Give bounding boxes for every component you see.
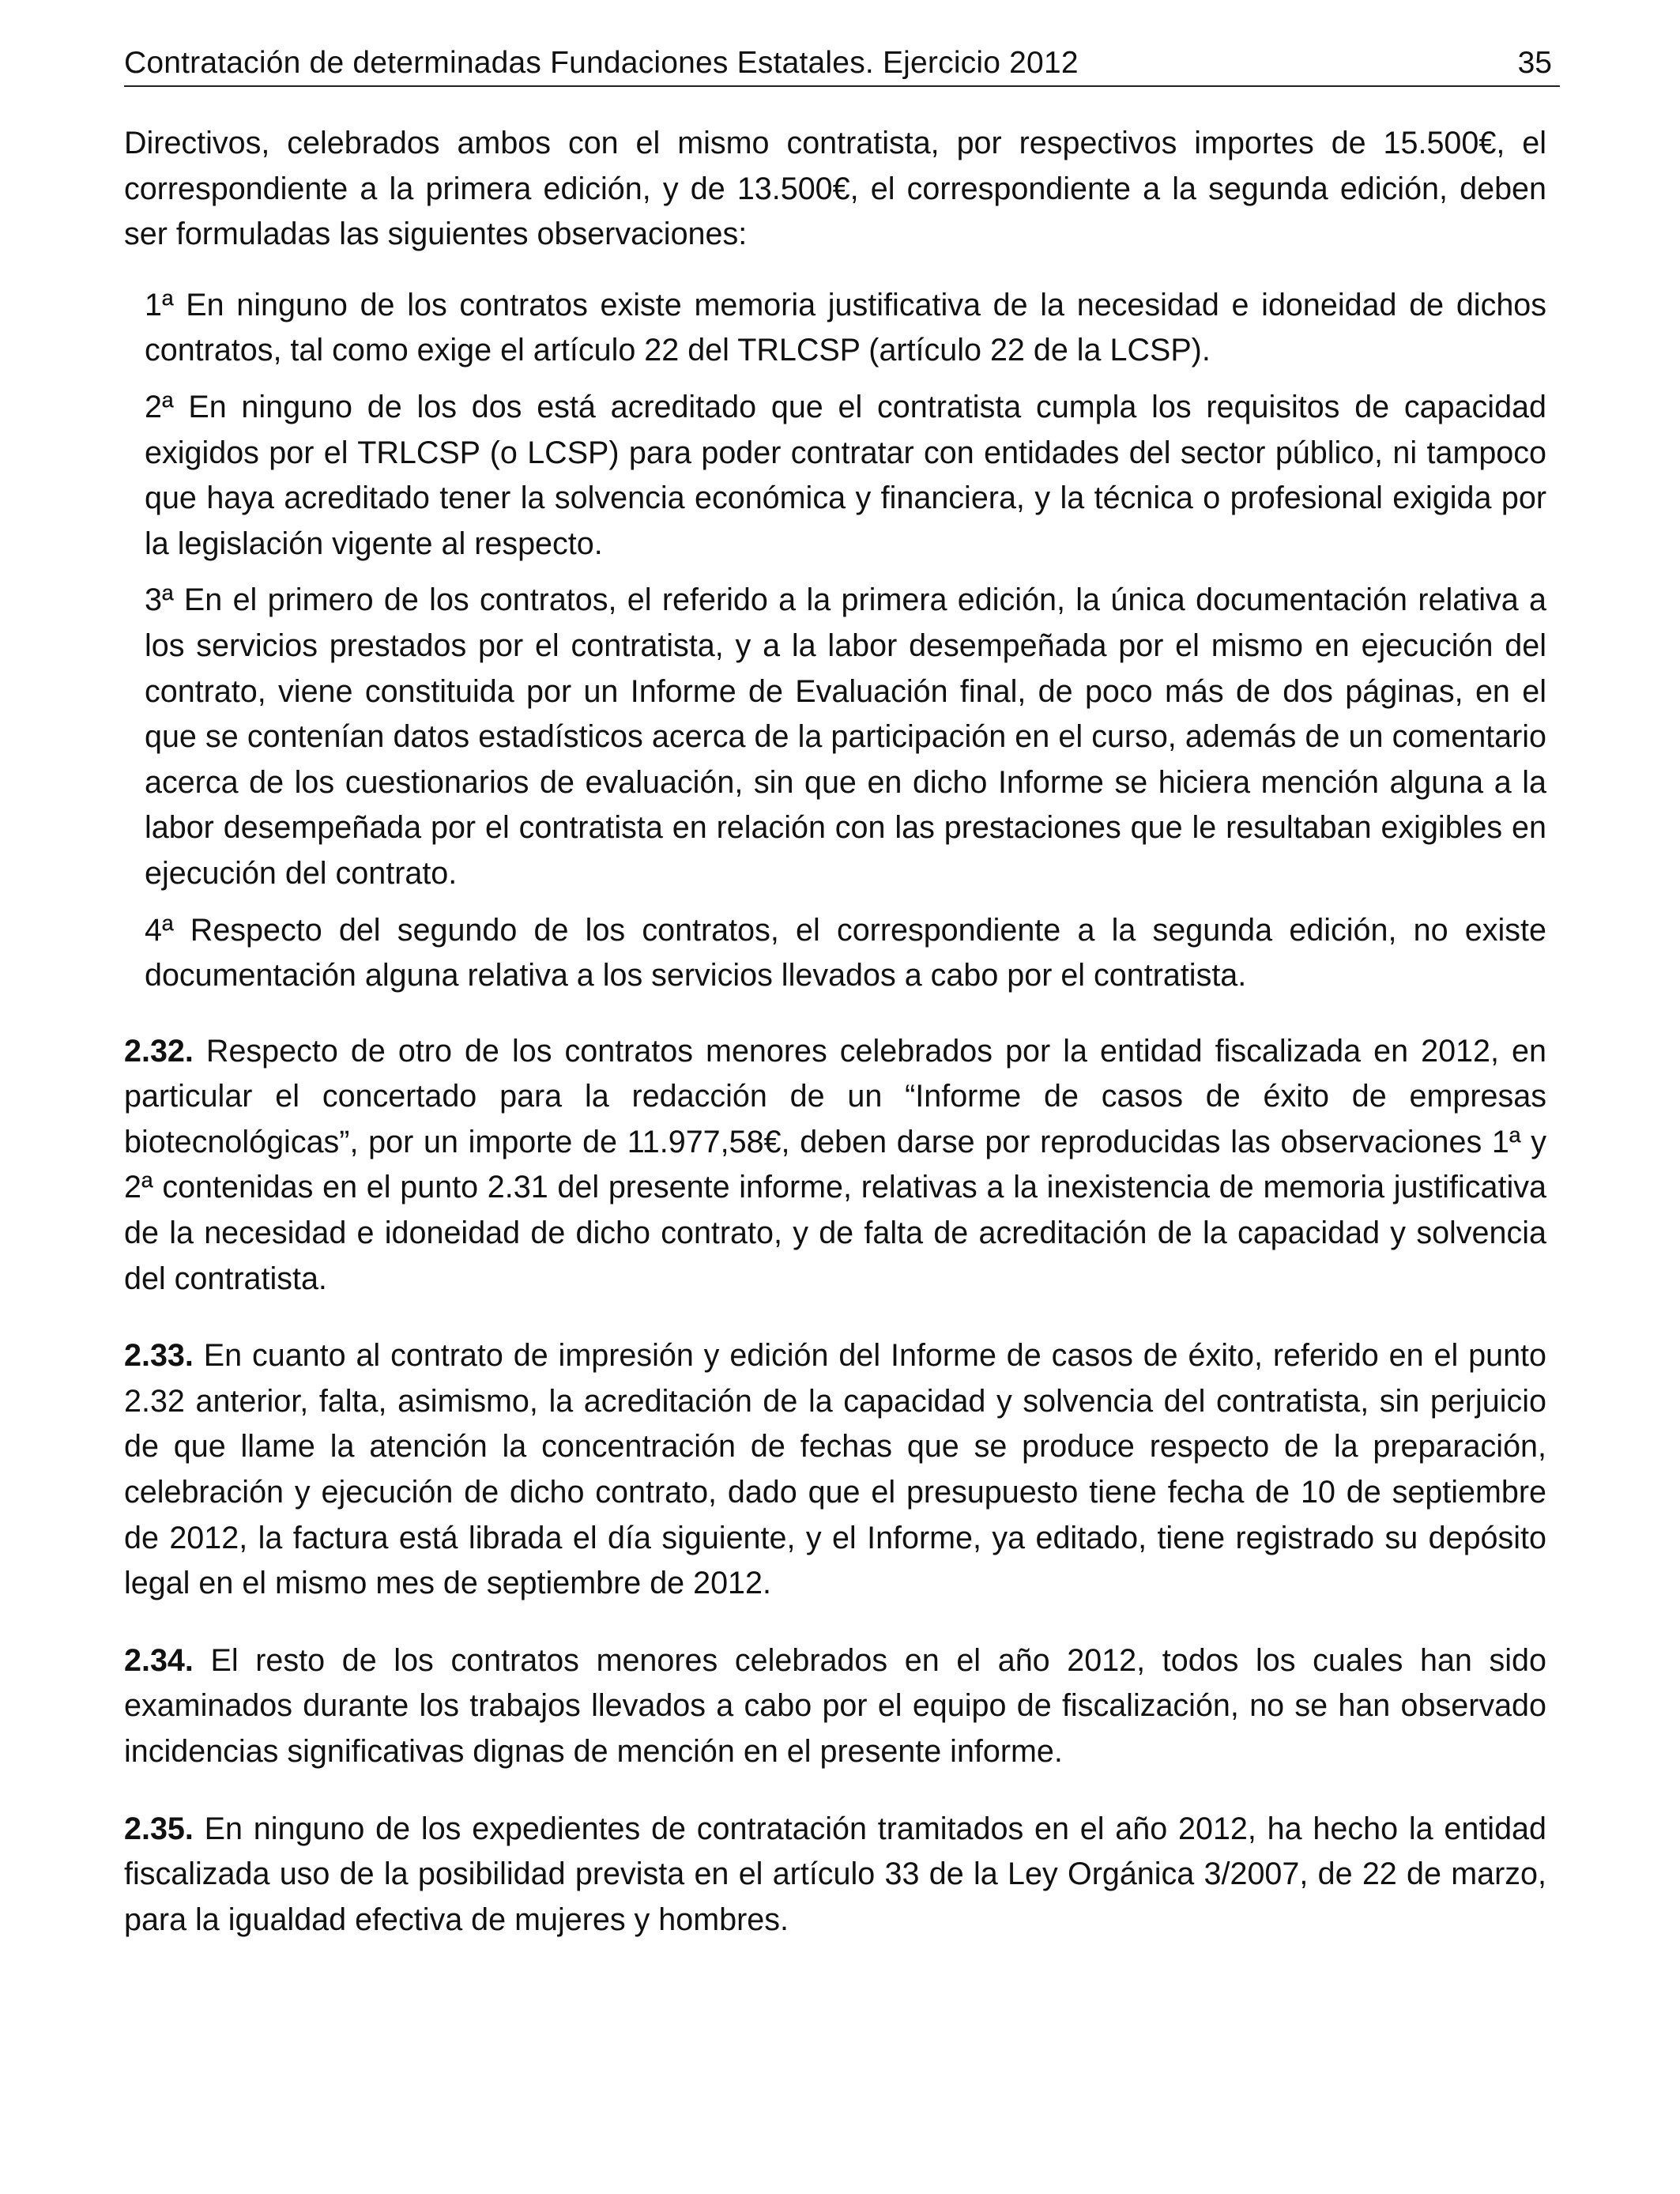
section-text: El resto de los contratos menores celebrados en el año 2012, todos los cuales han sido examinados durante los trabajos llevados a cabo por el equipo de fiscalización, no se han observado incidencias significativas dignas de mención en el presente informe. xyxy=(124,1642,1546,1769)
section-2-32 xyxy=(124,1029,1546,1302)
document-body xyxy=(124,121,1546,1974)
section-number: 2.34. xyxy=(124,1642,194,1678)
page-header xyxy=(124,41,1560,87)
section-2-33 xyxy=(124,1333,1546,1607)
section-text: Respecto de otro de los contratos menores celebrados por la entidad fiscalizada en 2012, en particular el concertado para la redacción de un “Informe de casos de éxito de empresas biotecnológicas”, por un importe de 11.977,58€, deben darse por reproducidas las observaciones 1ª y 2ª contenidas en el punto 2.31 del presente informe, relativas a la inexistencia de memoria justificativa de la necesidad e idoneidad de dicho contrato, y de falta de acreditación de la capacidad y solvencia del contratista. xyxy=(124,1033,1546,1296)
section-2-34 xyxy=(124,1638,1546,1775)
running-header-title: Contratación de determinadas Fundaciones Estatales. Ejercicio 2012 xyxy=(124,46,1079,80)
observation-1: 1ª En ninguno de los contratos existe memoria justificativa de la necesidad e idoneidad de dichos contratos, tal como exige el artículo 22 del TRLCSP (artículo 22 de la LCSP). xyxy=(145,287,1546,368)
observation-3: 3ª En el primero de los contratos, el referido a la primera edición, la única documentación relativa a los servicios prestados por el contratista, y a la labor desempeñada por el mismo en ejecución del contrato, viene constituida por un Informe de Evaluación final, de poco más de dos páginas, en el que se contenían datos estadísticos acerca de la participación en el curso, además de un comentario acerca de los cuestionarios de evaluación, sin que en dicho Informe se hiciera mención alguna a la labor desempeñada por el contratista en relación con las prestaciones que le resultaban exigibles en ejecución del contrato. xyxy=(145,582,1546,891)
section-number: 2.33. xyxy=(124,1338,194,1374)
section-2-35 xyxy=(124,1807,1546,1943)
section-number: 2.35. xyxy=(124,1811,194,1846)
page-number: 35 xyxy=(1517,46,1552,80)
observation-2: 2ª En ninguno de los dos está acreditado que el contratista cumpla los requisitos de capacidad exigidos por el TRLCSP (o LCSP) para poder contratar con entidades del sector público, ni tampoco que haya acreditado tener la solvencia económica y financiera, y la técnica o profesional exigida por la legislación vigente al respecto. xyxy=(145,389,1546,561)
intro-paragraph: Directivos, celebrados ambos con el mismo contratista, por respectivos importes de 15.500€, el correspondiente a la primera edición, y de 13.500€, el correspondiente a la segunda edición, deben ser formuladas las siguientes observaciones: xyxy=(124,126,1546,252)
section-number: 2.32. xyxy=(124,1033,194,1069)
section-text: En cuanto al contrato de impresión y edición del Informe de casos de éxito, referido en el punto 2.32 anterior, falta, asimismo, la acreditación de la capacidad y solvencia del contratista, sin perjuicio de que llame la atención la concentración de fechas que se produce respecto de la preparación, celebración y ejecución de dicho contrato, dado que el presupuesto tiene fecha de 10 de septiembre de 2012, la factura está librada el día siguiente, y el Informe, ya editado, tiene registrado su depósito legal en el mismo mes de septiembre de 2012. xyxy=(124,1338,1546,1601)
observation-4: 4ª Respecto del segundo de los contratos, el correspondiente a la segunda edición, no existe documentación alguna relativa a los servicios llevados a cabo por el contratista. xyxy=(145,912,1546,993)
section-text: En ninguno de los expedientes de contratación tramitados en el año 2012, ha hecho la entidad fiscalizada uso de la posibilidad prevista en el artículo 33 de la Ley Orgánica 3/2007, de 22 de marzo, para la igualdad efectiva de mujeres y hombres. xyxy=(124,1811,1546,1937)
